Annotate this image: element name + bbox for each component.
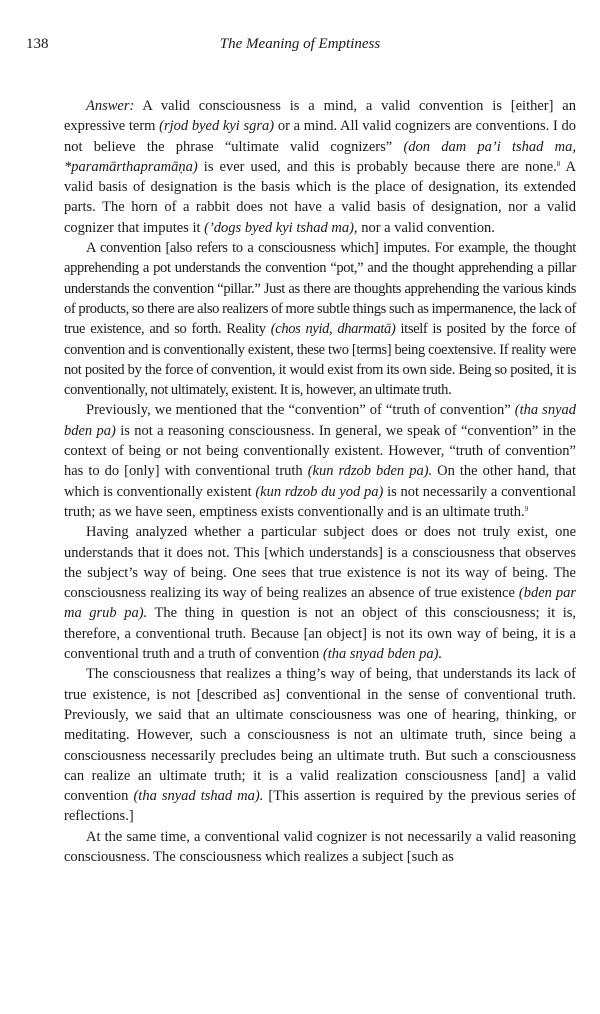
paragraph (64, 96, 576, 238)
paragraph (64, 400, 576, 522)
text-run: A convention [also refers to a consciousness which] imputes. For example, the thought apprehending a pot understands the convention “pot,” and the thought apprehending a pillar understands the convention “pillar.” Just as there are thoughts apprehending the various kinds of products, so there are also realizers of more subtle things such as impermanence, the lack of true existence, and so forth. Reality (64, 240, 576, 338)
text-run: The thing in question is not an object of this consciousness; it is, therefore, a conventional truth. Because [an object] is not its own way of being, it is a conventional truth and a truth of convention (64, 605, 576, 663)
text-run: At the same time, a conventional valid cognizer is not necessarily a valid reasoning consciousness. The consciousness which realizes a subject [such as (64, 828, 576, 865)
italic-text: (chos nyid, dharmatā) (270, 321, 396, 338)
text-run: is not necessarily a conventional truth; as we have seen, emptiness exists conventionally and is an ultimate truth. (64, 483, 576, 520)
italic-text: (bden par ma grub pa). (64, 585, 576, 622)
text-run: itself is posited by the force of convention and is conventionally existent, these two [terms] being coextensive. If reality were not posited by the force of convention, it would exist from its own side. Being so posited, it is conventionally, not ultimately, existent. It is, however, an ultimate truth. (64, 321, 576, 399)
body-text (64, 96, 576, 867)
text-run: The consciousness that realizes a thing’s way of being, that understands its lack of true existence, is not [described as] conventional in the sense of conventional truth. Previously, we said that an ultimate consciousness was one of hearing, thinking, or meditating. However, such a consciousness is not an ultimate truth, since being a consciousness necessarily precludes being an ultimate truth. But such a consciousness can realize an ultimate truth; it is a valid realization consciousness [and] a valid convention (64, 666, 576, 805)
text-run: Having analyzed whether a particular subject does or does not truly exist, one understands that it does not. This [which understands] is a consciousness that observes the subject’s way of being. One sees that true existence is not its way of being. The consciousness realizing its way of being realizes an absence of true existence (64, 524, 576, 602)
italic-text: (’dogs byed kyi tshad ma), (204, 219, 358, 236)
italic-text: (kun rdzob du yod pa) (255, 483, 384, 500)
footnote-marker: 8 (556, 159, 561, 168)
italic-text: (rjod byed kyi sgra) (159, 118, 275, 135)
page-number: 138 (26, 36, 49, 52)
paragraph (64, 664, 576, 826)
page-header (26, 36, 574, 58)
italic-text: (tha snyad bden pa) (64, 402, 577, 439)
paragraph (64, 522, 576, 664)
text-run: or a mind. All valid cognizers are conventions. I do not believe the phrase “ultimate valid cognizers” (64, 118, 576, 155)
italic-text: (don dam pa’i tshad ma, *paramārthapramāṇa) (64, 138, 576, 175)
text-run: A valid consciousness is a mind, a valid convention is [either] an expressive term (64, 98, 576, 135)
italic-text: (tha snyad bden pa). (322, 646, 443, 663)
italic-text: (kun rdzob bden pa). (307, 463, 433, 480)
text-run: [This assertion is required by the previous series of reflections.] (64, 788, 576, 825)
text-run: is ever used, and this is probably because there are none. (197, 158, 557, 175)
footnote-marker: 9 (524, 504, 529, 513)
paragraph (64, 238, 576, 400)
text-run: nor a valid convention. (357, 219, 495, 236)
text-run: Previously, we mentioned that the “convention” of “truth of convention” (86, 402, 515, 419)
italic-text: Answer: (86, 98, 135, 114)
paragraph (64, 827, 576, 868)
italic-text: (tha snyad tshad ma). (133, 788, 264, 805)
text-run: On the other hand, that which is conventionally existent (64, 463, 577, 500)
text-run: is not a reasoning consciousness. In general, we speak of “convention” in the context of being or not being conventionally existent. However, “truth of convention” has to do [only] with conventional truth (64, 422, 576, 480)
running-title: The Meaning of Emptiness (219, 36, 381, 52)
text-run: A valid basis of designation is the basis which is the place of designation, its extended parts. The horn of a rabbit does not have a valid basis of designation, nor a valid cognizer that imputes it (64, 158, 577, 236)
